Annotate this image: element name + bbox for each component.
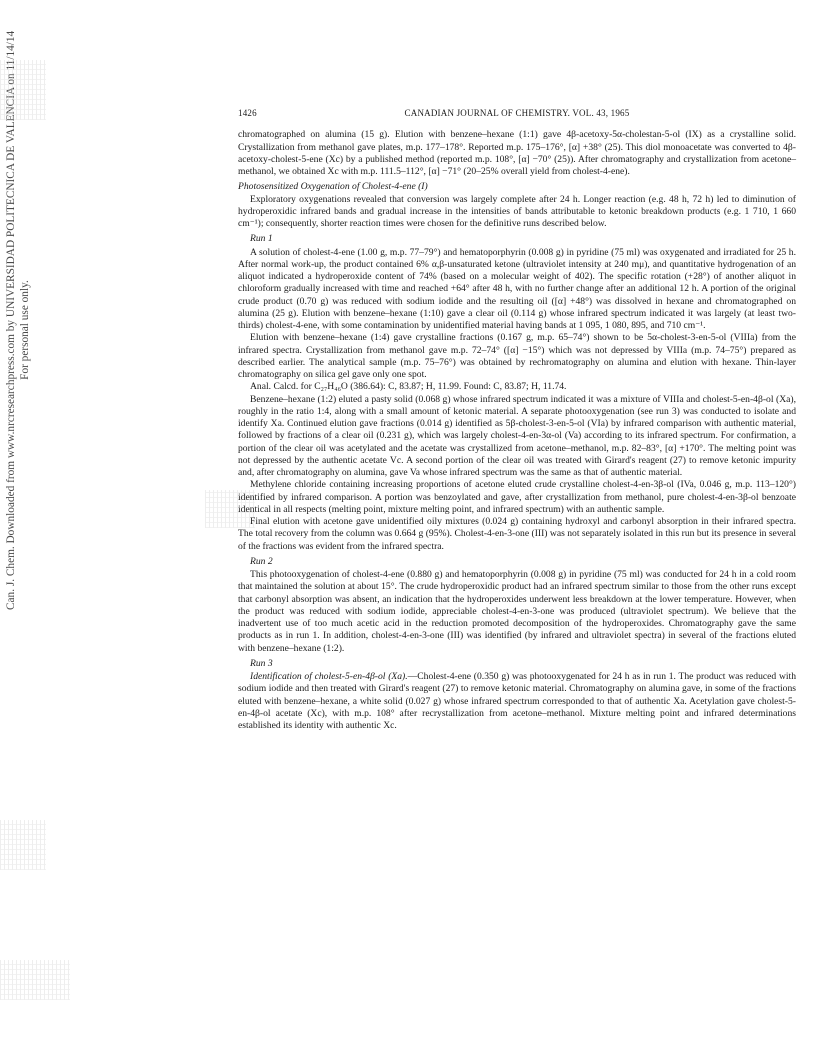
run-3-subheading: Identification of cholest-5-en-4β-ol (Xa). [250, 671, 408, 682]
scan-noise-low [0, 820, 46, 870]
run-1-paragraph-5: Final elution with acetone gave unidentified oily mixtures (0.024 g) containing hydroxyl and carbonyl absorption in their infrared spectra. The total recovery from the column was 0.664 g (95%). Cholest-4-en-3-one (III) was not separately isolated in this run but its presence in several of the fractions was evident from the infrared spectra. [238, 516, 796, 552]
run-2-paragraph-1: This photooxygenation of cholest-4-ene (0.880 g) and hematoporphyrin (0.008 g) in pyridine (75 ml) was conducted for 24 h in a cold room that maintained the solution at about 15°. The crude hydroperoxidic product had an infrared spectrum similar to those from the other runs except that carbonyl absorption was absent, an indication that the hydroperoxides underwent less breakdown at the lower temperature. However, when the product was reduced with sodium iodide, appreciable cholest-4-en-3-one was produced (ultraviolet spectrum). We believe that the inadvertent use of too much acetic acid in the reduction promoted decomposition of the hydroperoxides. Chromatography gave the same products as in run 1. In addition, cholest-4-en-3-one (III) was identified (by infrared and ultraviolet spectra) in several of the fractions eluted with benzene–hexane (1:2). [238, 569, 796, 654]
section-paragraph: Exploratory oxygenations revealed that conversion was largely complete after 24 h. Longer reaction (e.g. 48 h, 72 h) led to diminution of hydroperoxidic infrared bands and gradual increase in the intensities of bands attributable to ketonic breakdown products (e.g. 1 710, 1 660 cm⁻¹); consequently, shorter reaction times were chosen for the definitive runs described below. [238, 193, 796, 229]
page-number: 1426 [238, 108, 257, 118]
section-heading: Photosensitized Oxygenation of Cholest-4-ene (I) [238, 181, 428, 193]
scan-noise-top [0, 60, 46, 120]
run-1-paragraph-2: Elution with benzene–hexane (1:4) gave crystalline fractions (0.167 g, m.p. 65–74°) shown to be 5α-cholest-3-en-5-ol (VIIIa) from the infrared spectra. Crystallization from methanol gave m.p. 72–74° ([α] −15°) which was not depressed by VIIIa (m.p. 74–75°) prepared as described earlier. The analytical sample (m.p. 75–76°) was obtained by rechromatography on alumina and elution with hexane. Thin-layer chromatography on silica gel gave only one spot. [238, 332, 796, 380]
run-1-paragraph-1: A solution of cholest-4-ene (1.00 g, m.p. 77–79°) and hematoporphyrin (0.008 g) in pyridine (75 ml) was oxygenated and irradiated for 25 h. After normal work-up, the product contained 6% α,β-unsaturated ketone (ultraviolet intensity at 240 mμ), and quantitative hydrogenation of an aliquot indicated a hydroperoxide content of 74% (based on a molecular weight of 402). The specific rotation (+28°) of another aliquot in chloroform gradually increased with time and reached +64° after 48 h, with no further change after an additional 12 h. A portion of the original crude product (0.70 g) was reduced with sodium iodide and the resulting oil ([α] +48°) was dissolved in hexane and chromatographed on alumina (25 g). Elution with benzene–hexane (1:10) gave a clear oil (0.114 g) whose infrared spectrum indicated it was largely (at least two-thirds) cholest-4-ene, with some contamination by unidentified material having bands at 1 095, 1 080, 895, and 710 cm⁻¹. [238, 246, 796, 331]
run-3-heading: Run 3 [250, 657, 273, 669]
intro-paragraph: chromatographed on alumina (15 g). Elution with benzene–hexane (1:1) gave 4β-acetoxy-5α-cholestan-5-ol (IX) as a crystalline solid. Crystallization from methanol gave plates, m.p. 177–178°. Reported m.p. 175–176°, [α] +38° (25). This diol monoacetate was converted to 4β-acetoxy-cholest-5-ene (Xc) by a published method (reported m.p. 108°, [α] −70° (25)). After chromatography and crystallization from acetone–methanol, we obtained Xc with m.p. 111.5–112°, [α] −71° (20–25% overall yield from cholest-4-ene). [238, 129, 796, 177]
run-2-heading: Run 2 [250, 555, 273, 567]
running-header [238, 107, 796, 119]
download-watermark [4, 30, 32, 610]
elemental-analysis: Anal. Calcd. for C₂₇H₄₆O (386.64): C, 83.87; H, 11.99. Found: C, 83.87; H, 11.74. [250, 381, 567, 393]
scan-noise-bottom [0, 960, 70, 1000]
run-1-paragraph-3: Benzene–hexane (1:2) eluted a pasty solid (0.068 g) whose infrared spectrum indicated it was a mixture of VIIIa and cholest-5-en-4β-ol (Xa), roughly in the ratio 1:4, along with a small amount of ketonic material. A separate photooxygenation (see run 3) was conducted to isolate and identify Xa. Continued elution gave fractions (0.014 g) identified as 5β-cholest-3-en-5-ol (VIa) by infrared comparison with authentic material, followed by fractions of a clear oil (0.231 g), which was largely cholest-4-en-3α-ol (Va) according to its infrared spectrum. For confirmation, a portion of the clear oil was acetylated and the acetate was crystallized from acetone–methanol, m.p. 82–83°, [α] +170°. The melting point was not depressed by the authentic acetate Vc. A second portion of the clear oil was treated with Girard's reagent (27) to remove ketonic impurity and, after chromatography on alumina, gave Va whose infrared spectrum was the same as that of authentic material. [238, 393, 796, 478]
run-1-paragraph-4: Methylene chloride containing increasing proportions of acetone eluted crude crystalline cholest-4-en-3β-ol (IVa, 0.046 g, m.p. 113–120°) identified by infrared comparison. A portion was benzoylated and gave, after crystallization from methanol, pure cholest-4-en-3β-ol benzoate identical in all respects (melting point, mixture melting point, and infrared spectrum) with an authentic sample. [238, 479, 796, 515]
article-page [238, 107, 796, 732]
run-3-text: —Cholest-4-ene (0.350 g) was photooxygenated for 24 h as in run 1. The product was reduced with sodium iodide and then treated with Girard's reagent (27) to remove ketonic material. Chromatography on alumina gave, in some of the fractions eluted with benzene–hexane, a white solid (0.027 g) whose infrared spectrum corresponded to that of authentic Xa. Acetylation gave cholest-5-en-4β-ol acetate (Xc), with m.p. 108° after recrystallization from acetone–methanol. Mixture melting point and infrared determinations established its identity with authentic Xc. [238, 671, 796, 731]
watermark-line-2: For personal use only. [19, 280, 31, 380]
run-1-heading: Run 1 [250, 233, 273, 245]
watermark-line-1: Can. J. Chem. Downloaded from www.nrcresearchpress.com by UNIVERSIDAD POLITECNICA DE VALENCIA on 11/14/14 [5, 30, 17, 610]
run-3-paragraph-1 [238, 671, 796, 732]
journal-title: CANADIAN JOURNAL OF CHEMISTRY. VOL. 43, 1965 [404, 108, 630, 118]
